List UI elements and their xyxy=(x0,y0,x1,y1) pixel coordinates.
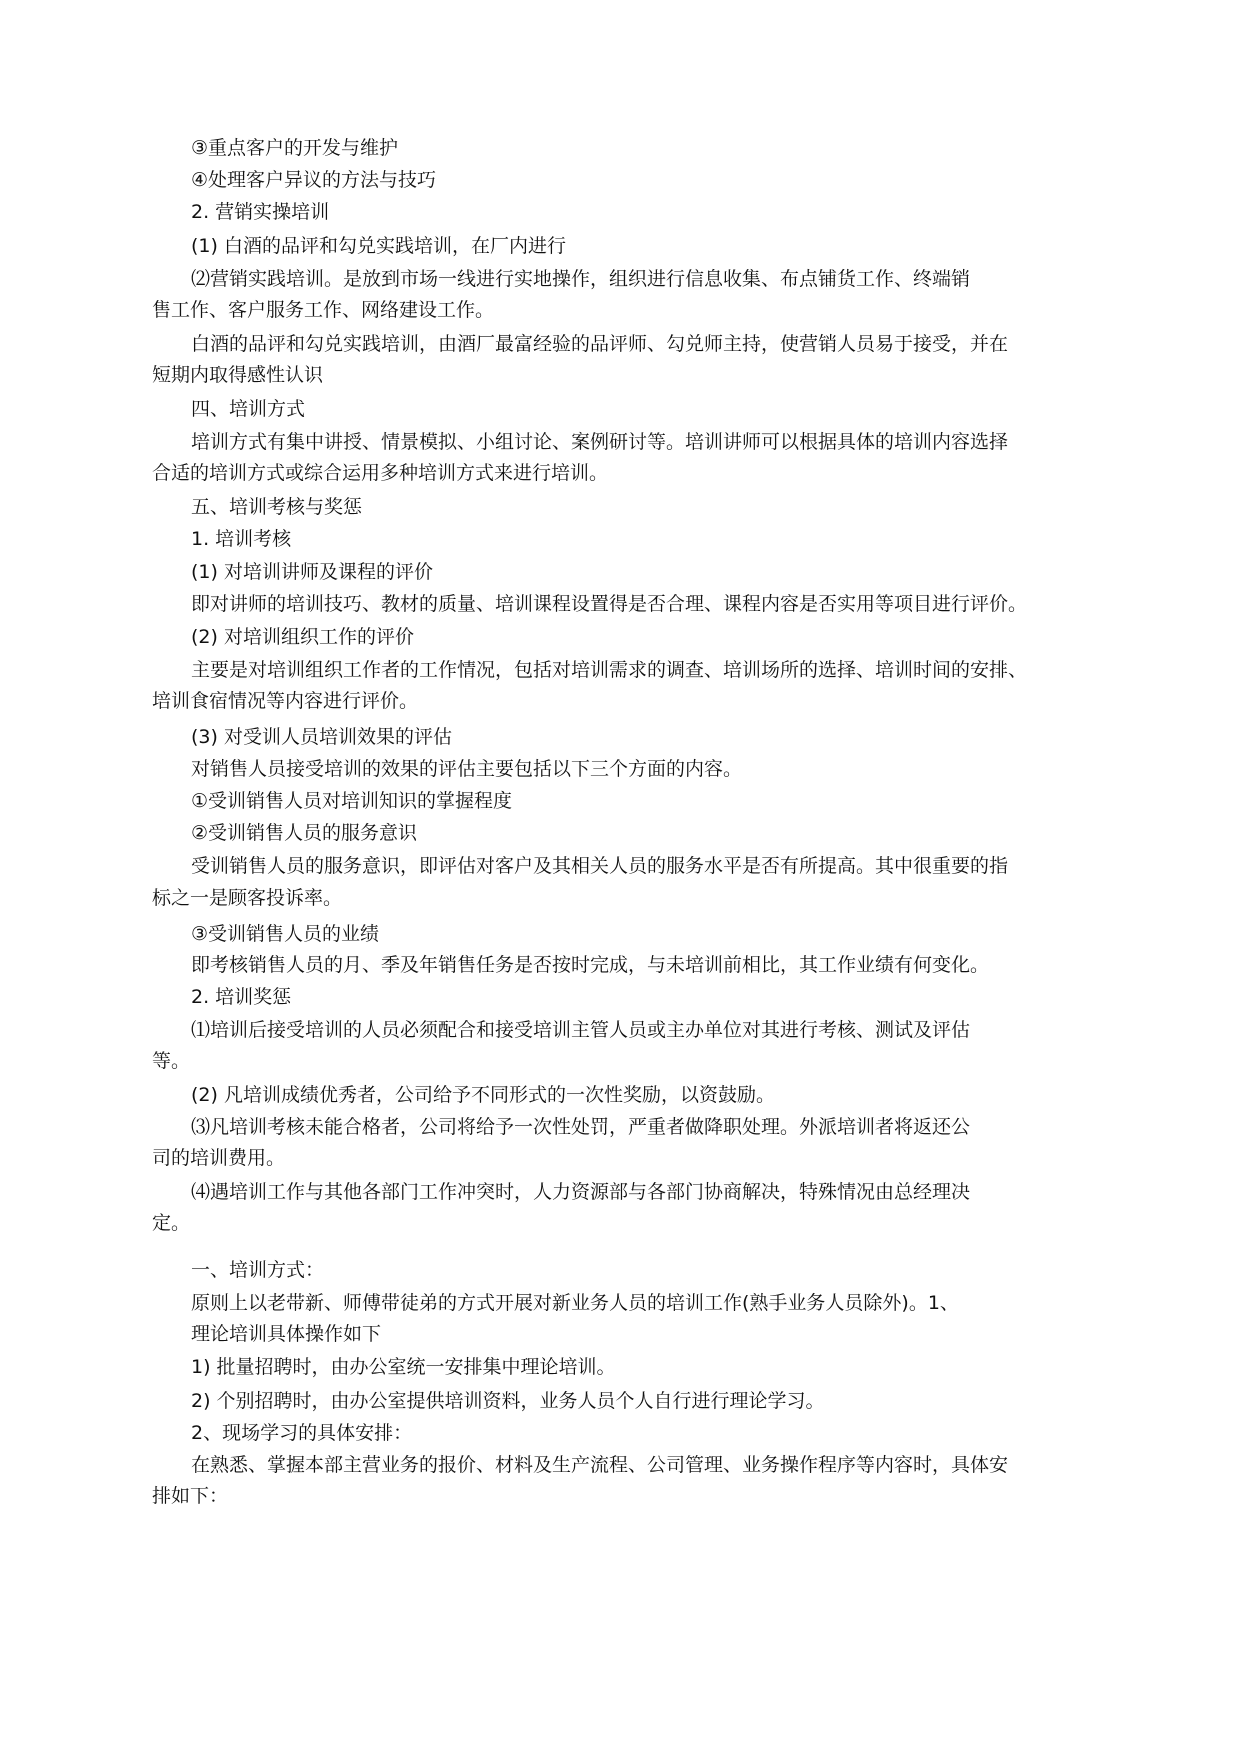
text-line: 合适的培训方式或综合运用多种培训方式来进行培训。 xyxy=(152,462,609,484)
text-line: 短期内取得感性认识 xyxy=(152,364,324,386)
text-line: 对销售人员接受培训的效果的评估主要包括以下三个方面的内容。 xyxy=(191,758,743,780)
text-line: 标之一是顾客投诉率。 xyxy=(152,887,343,909)
text-line: 司的培训费用。 xyxy=(152,1147,286,1169)
text-line: (2) 凡培训成绩优秀者，公司给予不同形式的一次性奖励，以资鼓励。 xyxy=(191,1084,775,1106)
text-line: ④处理客户异议的方法与技巧 xyxy=(191,169,437,191)
text-line: 原则上以老带新、师傅带徒弟的方式开展对新业务人员的培训工作(熟手业务人员除外)。1、 xyxy=(191,1292,959,1314)
text-line: ②受训销售人员的服务意识 xyxy=(191,822,418,844)
text-line: 培训食宿情况等内容进行评价。 xyxy=(152,690,419,712)
text-line: 等。 xyxy=(152,1050,191,1072)
text-line: ③重点客户的开发与维护 xyxy=(191,137,399,159)
text-line: 在熟悉、掌握本部主营业务的报价、材料及生产流程、公司管理、业务操作程序等内容时，具体安 xyxy=(191,1454,1009,1476)
section-heading: 四、培训方式 xyxy=(191,398,306,420)
section-heading: 2. 培训奖惩 xyxy=(191,986,292,1008)
text-line: 2) 个别招聘时，由办公室提供培训资料，业务人员个人自行进行理论学习。 xyxy=(191,1390,825,1412)
text-line: 主要是对培训组织工作者的工作情况，包括对培训需求的调查、培训场所的选择、培训时间的安排、 xyxy=(191,659,1028,681)
section-heading: 2. 营销实操培训 xyxy=(191,201,330,223)
text-line: ⑴培训后接受培训的人员必须配合和接受培训主管人员或主办单位对其进行考核、测试及评估 xyxy=(191,1019,971,1041)
text-line: (1) 白酒的品评和勾兑实践培训，在厂内进行 xyxy=(191,235,566,257)
text-line: (1) 对培训讲师及课程的评价 xyxy=(191,561,433,583)
text-line: 白酒的品评和勾兑实践培训，由酒厂最富经验的品评师、勾兑师主持，使营销人员易于接受，并在 xyxy=(191,333,1009,355)
text-line: ⑵营销实践培训。是放到市场一线进行实地操作，组织进行信息收集、布点铺货工作、终端销 xyxy=(191,268,971,290)
text-line: ⑷遇培训工作与其他各部门工作冲突时，人力资源部与各部门协商解决，特殊情况由总经理决 xyxy=(191,1181,971,1203)
section-heading: 一、培训方式： xyxy=(191,1259,325,1281)
text-line: 定。 xyxy=(152,1212,191,1234)
text-line: 售工作、客户服务工作、网络建设工作。 xyxy=(152,299,495,321)
text-line: 排如下： xyxy=(152,1485,229,1507)
section-heading: 1. 培训考核 xyxy=(191,528,292,550)
text-line: ①受训销售人员对培训知识的掌握程度 xyxy=(191,790,513,812)
text-line: ③受训销售人员的业绩 xyxy=(191,923,380,945)
text-line: (3) 对受训人员培训效果的评估 xyxy=(191,726,452,748)
section-heading: 2、现场学习的具体安排： xyxy=(191,1422,413,1444)
text-line: 即考核销售人员的月、季及年销售任务是否按时完成，与未培训前相比，其工作业绩有何变化。 xyxy=(191,954,990,976)
text-line: 即对讲师的培训技巧、教材的质量、培训课程设置得是否合理、课程内容是否实用等项目进行评价。 xyxy=(191,593,1028,615)
section-heading: 五、培训考核与奖惩 xyxy=(191,496,363,518)
text-line: ⑶凡培训考核未能合格者，公司将给予一次性处罚，严重者做降职处理。外派培训者将返还公 xyxy=(191,1116,971,1138)
text-line: 1) 批量招聘时，由办公室统一安排集中理论培训。 xyxy=(191,1356,616,1378)
text-line: 培训方式有集中讲授、情景模拟、小组讨论、案例研讨等。培训讲师可以根据具体的培训内容选择 xyxy=(191,431,1009,453)
text-line: 理论培训具体操作如下 xyxy=(191,1323,382,1345)
text-line: 受训销售人员的服务意识，即评估对客户及其相关人员的服务水平是否有所提高。其中很重要的指 xyxy=(191,855,1009,877)
text-line: (2) 对培训组织工作的评价 xyxy=(191,626,414,648)
